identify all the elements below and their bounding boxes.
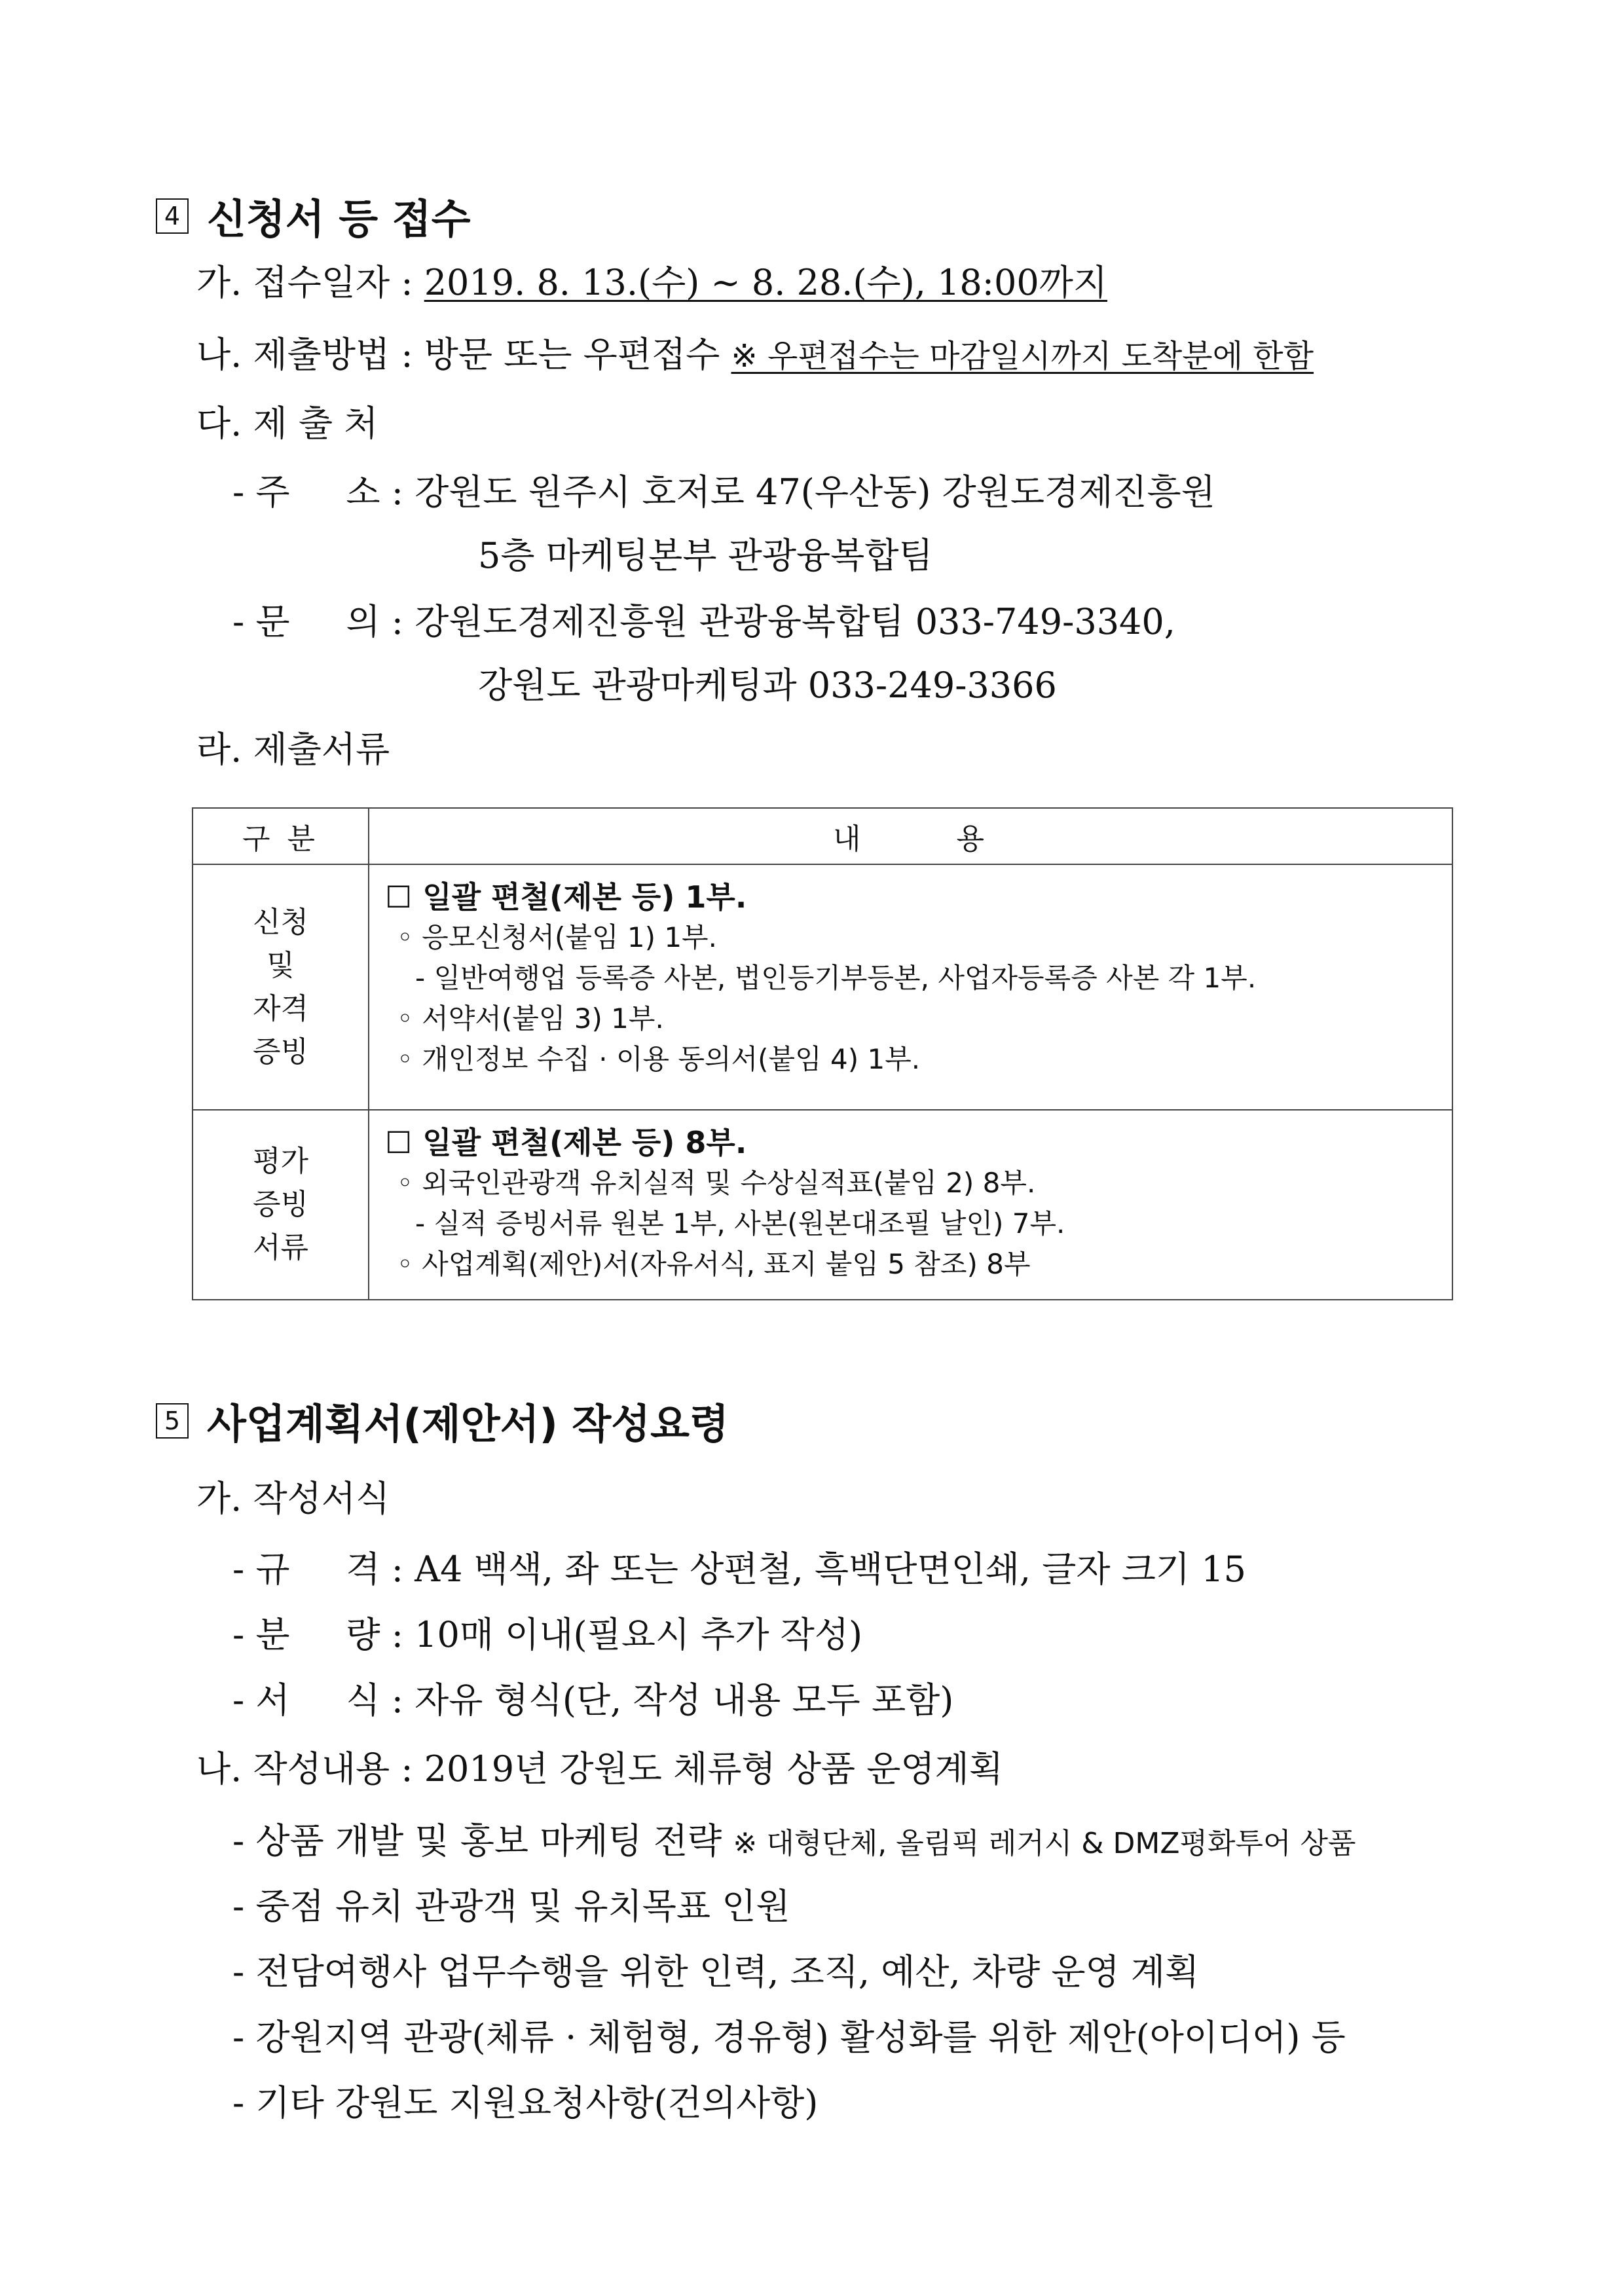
row2-item: ◦ 사업계획(제안)서(자유서식, 표지 붙임 5 참조) 8부 xyxy=(397,1248,1031,1280)
style-line: - 서 식 : 자유 형식(단, 작성 내용 모두 포함) xyxy=(232,1680,954,1721)
submission-method-label: 나. 제출방법 : 방문 또는 우편접수 xyxy=(196,334,720,375)
row2-content xyxy=(369,1110,1452,1300)
documents-table xyxy=(192,807,1453,1300)
row1-category-line: 자격 xyxy=(252,991,308,1025)
row1-item: - 일반여행업 등록증 사본, 법인등기부등본, 사업자등록증 사본 각 1부. xyxy=(415,962,1257,994)
row1-item: ◦ 서약서(붙임 3) 1부. xyxy=(397,1002,664,1035)
submission-method-note: ※ 우편접수는 마감일시까지 도착분에 한함 xyxy=(731,338,1314,375)
row1-category xyxy=(193,864,369,1110)
section4-title: 신청서 등 접수 xyxy=(207,195,471,243)
submission-method-line xyxy=(196,334,1314,375)
receipt-date-value: 2019. 8. 13.(수) ~ 8. 28.(수), 18:00까지 xyxy=(424,262,1108,303)
inquiry-line: - 문 의 : 강원도경제진흥원 관광융복합팀 033-749-3340, xyxy=(232,601,1175,642)
section5-title: 사업계획서(제안서) 작성요령 xyxy=(207,1400,729,1448)
section4-heading xyxy=(156,187,471,245)
row1-category-line: 신청 xyxy=(252,905,308,939)
row1-item: ◦ 응모신청서(붙임 1) 1부. xyxy=(397,921,717,953)
bullet1-text: - 상품 개발 및 홍보 마케팅 전략 xyxy=(232,1820,722,1862)
row2-item: ◦ 외국인관광객 유치실적 및 수상실적표(붙임 2) 8부. xyxy=(397,1167,1036,1199)
content-bullet-5: - 기타 강원도 지원요청사항(건의사항) xyxy=(232,2082,819,2123)
section5-number-box: 5 xyxy=(156,1403,189,1439)
row2-category xyxy=(193,1110,369,1300)
inquiry-line-2: 강원도 관광마케팅과 033-249-3366 xyxy=(478,665,1057,706)
row1-content xyxy=(369,864,1452,1110)
row1-category-line: 증빙 xyxy=(252,1035,308,1069)
content-bullet-1 xyxy=(232,1820,1356,1862)
address-line-2: 5층 마케팅본부 관광융복합팀 xyxy=(478,535,933,576)
bullet1-note: ※ 대형단체, 올림픽 레거시 & DMZ평화투어 상품 xyxy=(733,1827,1356,1860)
address-line: - 주 소 : 강원도 원주시 호저로 47(우산동) 강원도경제진흥원 xyxy=(232,471,1215,513)
table-header-row xyxy=(193,808,1452,864)
row2-category-line: 서류 xyxy=(252,1231,308,1264)
row2-item: - 실적 증빙서류 원본 1부, 사본(원본대조필 날인) 7부. xyxy=(415,1207,1065,1239)
documents-label: 라. 제출서류 xyxy=(196,729,390,770)
content-bullet-2: - 중점 유치 관광객 및 유치목표 인원 xyxy=(232,1886,790,1927)
format-label: 가. 작성서식 xyxy=(196,1478,390,1519)
row1-item: ◦ 개인정보 수집 · 이용 동의서(붙임 4) 1부. xyxy=(397,1043,921,1075)
header-content: 내 용 xyxy=(369,808,1452,864)
content-bullet-3: - 전담여행사 업무수행을 위한 인력, 조직, 예산, 차량 운영 계획 xyxy=(232,1951,1200,1992)
receipt-date-line xyxy=(196,262,1108,303)
row1-heading: ☐ 일괄 편철(제본 등) 1부. xyxy=(385,879,747,915)
table-row xyxy=(193,1110,1452,1300)
section5-heading xyxy=(156,1391,729,1450)
row2-category-line: 증빙 xyxy=(252,1188,308,1221)
content-label: 나. 작성내용 : 2019년 강원도 체류형 상품 운영계획 xyxy=(196,1748,1003,1790)
table-row xyxy=(193,864,1452,1110)
row2-category-line: 평가 xyxy=(252,1145,308,1178)
row1-category-line: 및 xyxy=(267,948,295,982)
section4-number-box: 4 xyxy=(156,198,189,234)
receipt-date-label: 가. 접수일자 : xyxy=(196,262,413,303)
spec-line: - 규 격 : A4 백색, 좌 또는 상편철, 흑백단면인쇄, 글자 크기 15 xyxy=(232,1549,1246,1590)
volume-line: - 분 량 : 10매 이내(필요시 추가 작성) xyxy=(232,1614,863,1655)
header-category: 구 분 xyxy=(193,808,369,864)
row2-heading: ☐ 일괄 편철(제본 등) 8부. xyxy=(385,1125,747,1160)
destination-label: 다. 제 출 처 xyxy=(196,403,378,444)
content-bullet-4: - 강원지역 관광(체류 · 체험형, 경유형) 활성화를 위한 제안(아이디어) 등 xyxy=(232,2017,1346,2058)
